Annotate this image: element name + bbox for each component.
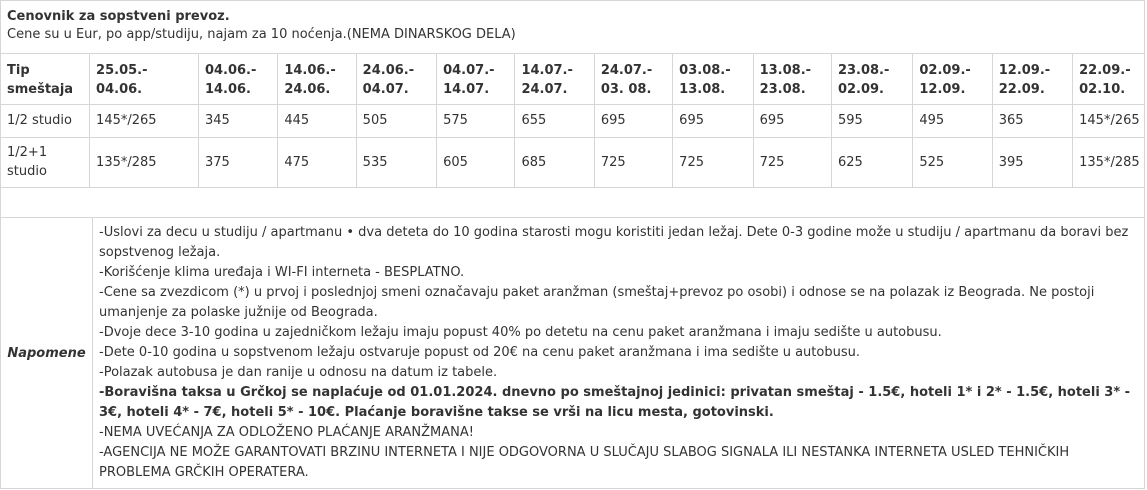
price-cell: 655 — [515, 104, 594, 137]
price-cell: 695 — [594, 104, 672, 137]
price-cell: 625 — [831, 137, 912, 187]
period-header-line: 02.10. — [1079, 81, 1126, 97]
period-header-line: 04.07. — [362, 81, 409, 97]
note-item: -Boravišna taksa u Grčkoj se naplaćuje od 01.01.2024. dnevno po smeštajnoj jedinici: privatan smeštaj - 1.5€, hoteli 1* i 2* - 1.5€, hoteli 3* - 3€, hoteli 4* - 7€, hoteli 5* - 10€. Plaćanje boravišne takse se vrši na licu mesta, gotovinski. — [99, 385, 1131, 420]
period-header — [198, 54, 277, 104]
price-cell: 345 — [198, 104, 277, 137]
price-cell: 725 — [753, 137, 831, 187]
period-header-line: 14.07.- — [521, 62, 573, 78]
note-item: -Polazak autobusa je dan ranije u odnosu na datum iz tabele. — [99, 365, 498, 380]
price-cell: 135*/285 — [1073, 137, 1144, 187]
period-header-line: 12.09.- — [998, 62, 1051, 78]
period-header-line: 22.09. — [998, 81, 1045, 97]
price-cell: 145*/265 — [1073, 104, 1144, 137]
period-header-line: 13.08. — [679, 81, 726, 97]
notes-content — [99, 223, 1139, 483]
period-header — [90, 54, 199, 104]
period-header — [437, 54, 515, 104]
period-header-line: 22.09.- — [1079, 62, 1131, 78]
price-list-title: Cenovnik za sopstveni prevoz. — [7, 9, 230, 24]
period-header-line: 04.06.- — [204, 62, 257, 78]
price-cell: 135*/285 — [90, 137, 199, 187]
accommodation-type-cell — [1, 137, 90, 187]
price-cell: 725 — [594, 137, 672, 187]
price-cell: 525 — [913, 137, 992, 187]
price-cell: 365 — [992, 104, 1072, 137]
period-header — [278, 54, 356, 104]
note-item: -NEMA UVEĆANJA ZA ODLOŽENO PLAĆANJE ARANŽMANA! — [99, 425, 474, 440]
table-row — [1, 104, 1144, 137]
price-list-subtitle: Cene su u Eur, po app/studiju, najam za 10 noćenja.(NEMA DINARSKOG DELA) — [7, 27, 516, 42]
period-header-line: 25.05.- — [96, 62, 148, 78]
price-cell: 145*/265 — [90, 104, 199, 137]
price-table — [1, 54, 1144, 188]
price-cell: 535 — [356, 137, 436, 187]
table-spacer-row — [1, 187, 1144, 218]
price-cell: 475 — [278, 137, 356, 187]
period-header — [1073, 54, 1144, 104]
price-cell: 505 — [356, 104, 436, 137]
price-cell: 695 — [753, 104, 831, 137]
price-cell: 445 — [278, 104, 356, 137]
price-cell: 575 — [437, 104, 515, 137]
price-list-header — [1, 1, 1144, 54]
period-header — [594, 54, 672, 104]
accommodation-type-header — [1, 54, 90, 104]
period-header — [831, 54, 912, 104]
period-header-line: 02.09. — [837, 81, 884, 97]
note-item: -Korišćenje klima uređaja i WI-FI interneta - BESPLATNO. — [99, 265, 465, 280]
period-header-line: 03. 08. — [600, 81, 652, 97]
period-header — [753, 54, 831, 104]
period-header-line: 13.08.- — [759, 62, 812, 78]
price-cell: 725 — [673, 137, 753, 187]
price-cell: 395 — [992, 137, 1072, 187]
period-header-line: 04.07.- — [443, 62, 495, 78]
period-header-line: 24.07.- — [600, 62, 653, 78]
price-cell: 375 — [198, 137, 277, 187]
accommodation-type-header-line: smeštaja — [7, 81, 74, 97]
accommodation-type-header-line: Tip — [7, 62, 30, 78]
period-header-line: 03.08.- — [679, 62, 731, 78]
period-header-line: 24.06. — [284, 81, 331, 97]
period-header-line: 14.06. — [204, 81, 251, 97]
period-header-line: 12.09. — [919, 81, 966, 97]
note-item: -Dete 0-10 godina u sopstvenom ležaju ostvaruje popust od 20€ na cenu paket aranžmana i ima sedište u autobusu. — [99, 345, 860, 360]
price-cell: 685 — [515, 137, 594, 187]
accommodation-type-cell — [1, 104, 90, 137]
period-header-line: 24.07. — [521, 81, 568, 97]
accommodation-type-cell-line: 1/2+1 — [7, 145, 48, 160]
accommodation-type-cell-line: studio — [7, 164, 47, 179]
price-cell: 695 — [673, 104, 753, 137]
period-header — [992, 54, 1072, 104]
price-cell: 495 — [913, 104, 992, 137]
period-header — [673, 54, 753, 104]
period-header — [913, 54, 992, 104]
period-header-line: 14.07. — [443, 81, 490, 97]
notes-label: Napomene — [1, 218, 93, 488]
period-header-line: 04.06. — [96, 81, 143, 97]
period-header-line: 23.08.- — [837, 62, 890, 78]
period-header-line: 24.06.- — [362, 62, 415, 78]
note-item: -Uslovi za decu u studiju / apartmanu • dva deteta do 10 godina starosti mogu koristiti jedan ležaj. Dete 0-3 godine može u studiju / apartmanu da boravi bez sopstvenog ležaja. — [99, 225, 1129, 260]
note-item: -Cene sa zvezdicom (*) u prvoj i poslednjoj smeni označavaju paket aranžman (smeštaj+prevoz po osobi) i odnose se na polazak iz Beograda. Ne postoji umanjenje za polaske južnije od Beograda. — [99, 285, 1095, 320]
accommodation-type-cell-line: 1/2 studio — [7, 113, 72, 128]
note-item: -AGENCIJA NE MOŽE GARANTOVATI BRZINU INTERNETA I NIJE ODGOVORNA U SLUČAJU SLABOG SIGNALA ILI NESTANKA INTERNETA USLED TEHNIČKIH PROBLEMA GRČKIH OPERATERA. — [99, 445, 1070, 480]
period-header-line: 23.08. — [759, 81, 806, 97]
period-header — [356, 54, 436, 104]
period-header-line: 14.06.- — [284, 62, 336, 78]
table-row — [1, 137, 1144, 187]
note-item: -Dvoje dece 3-10 godina u zajedničkom ležaju imaju popust 40% po detetu na cenu paket aranžmana i imaju sedište u autobusu. — [99, 325, 942, 340]
period-header — [515, 54, 594, 104]
period-header-line: 02.09.- — [919, 62, 971, 78]
table-header-row — [1, 54, 1144, 104]
price-cell: 595 — [831, 104, 912, 137]
price-cell: 605 — [437, 137, 515, 187]
